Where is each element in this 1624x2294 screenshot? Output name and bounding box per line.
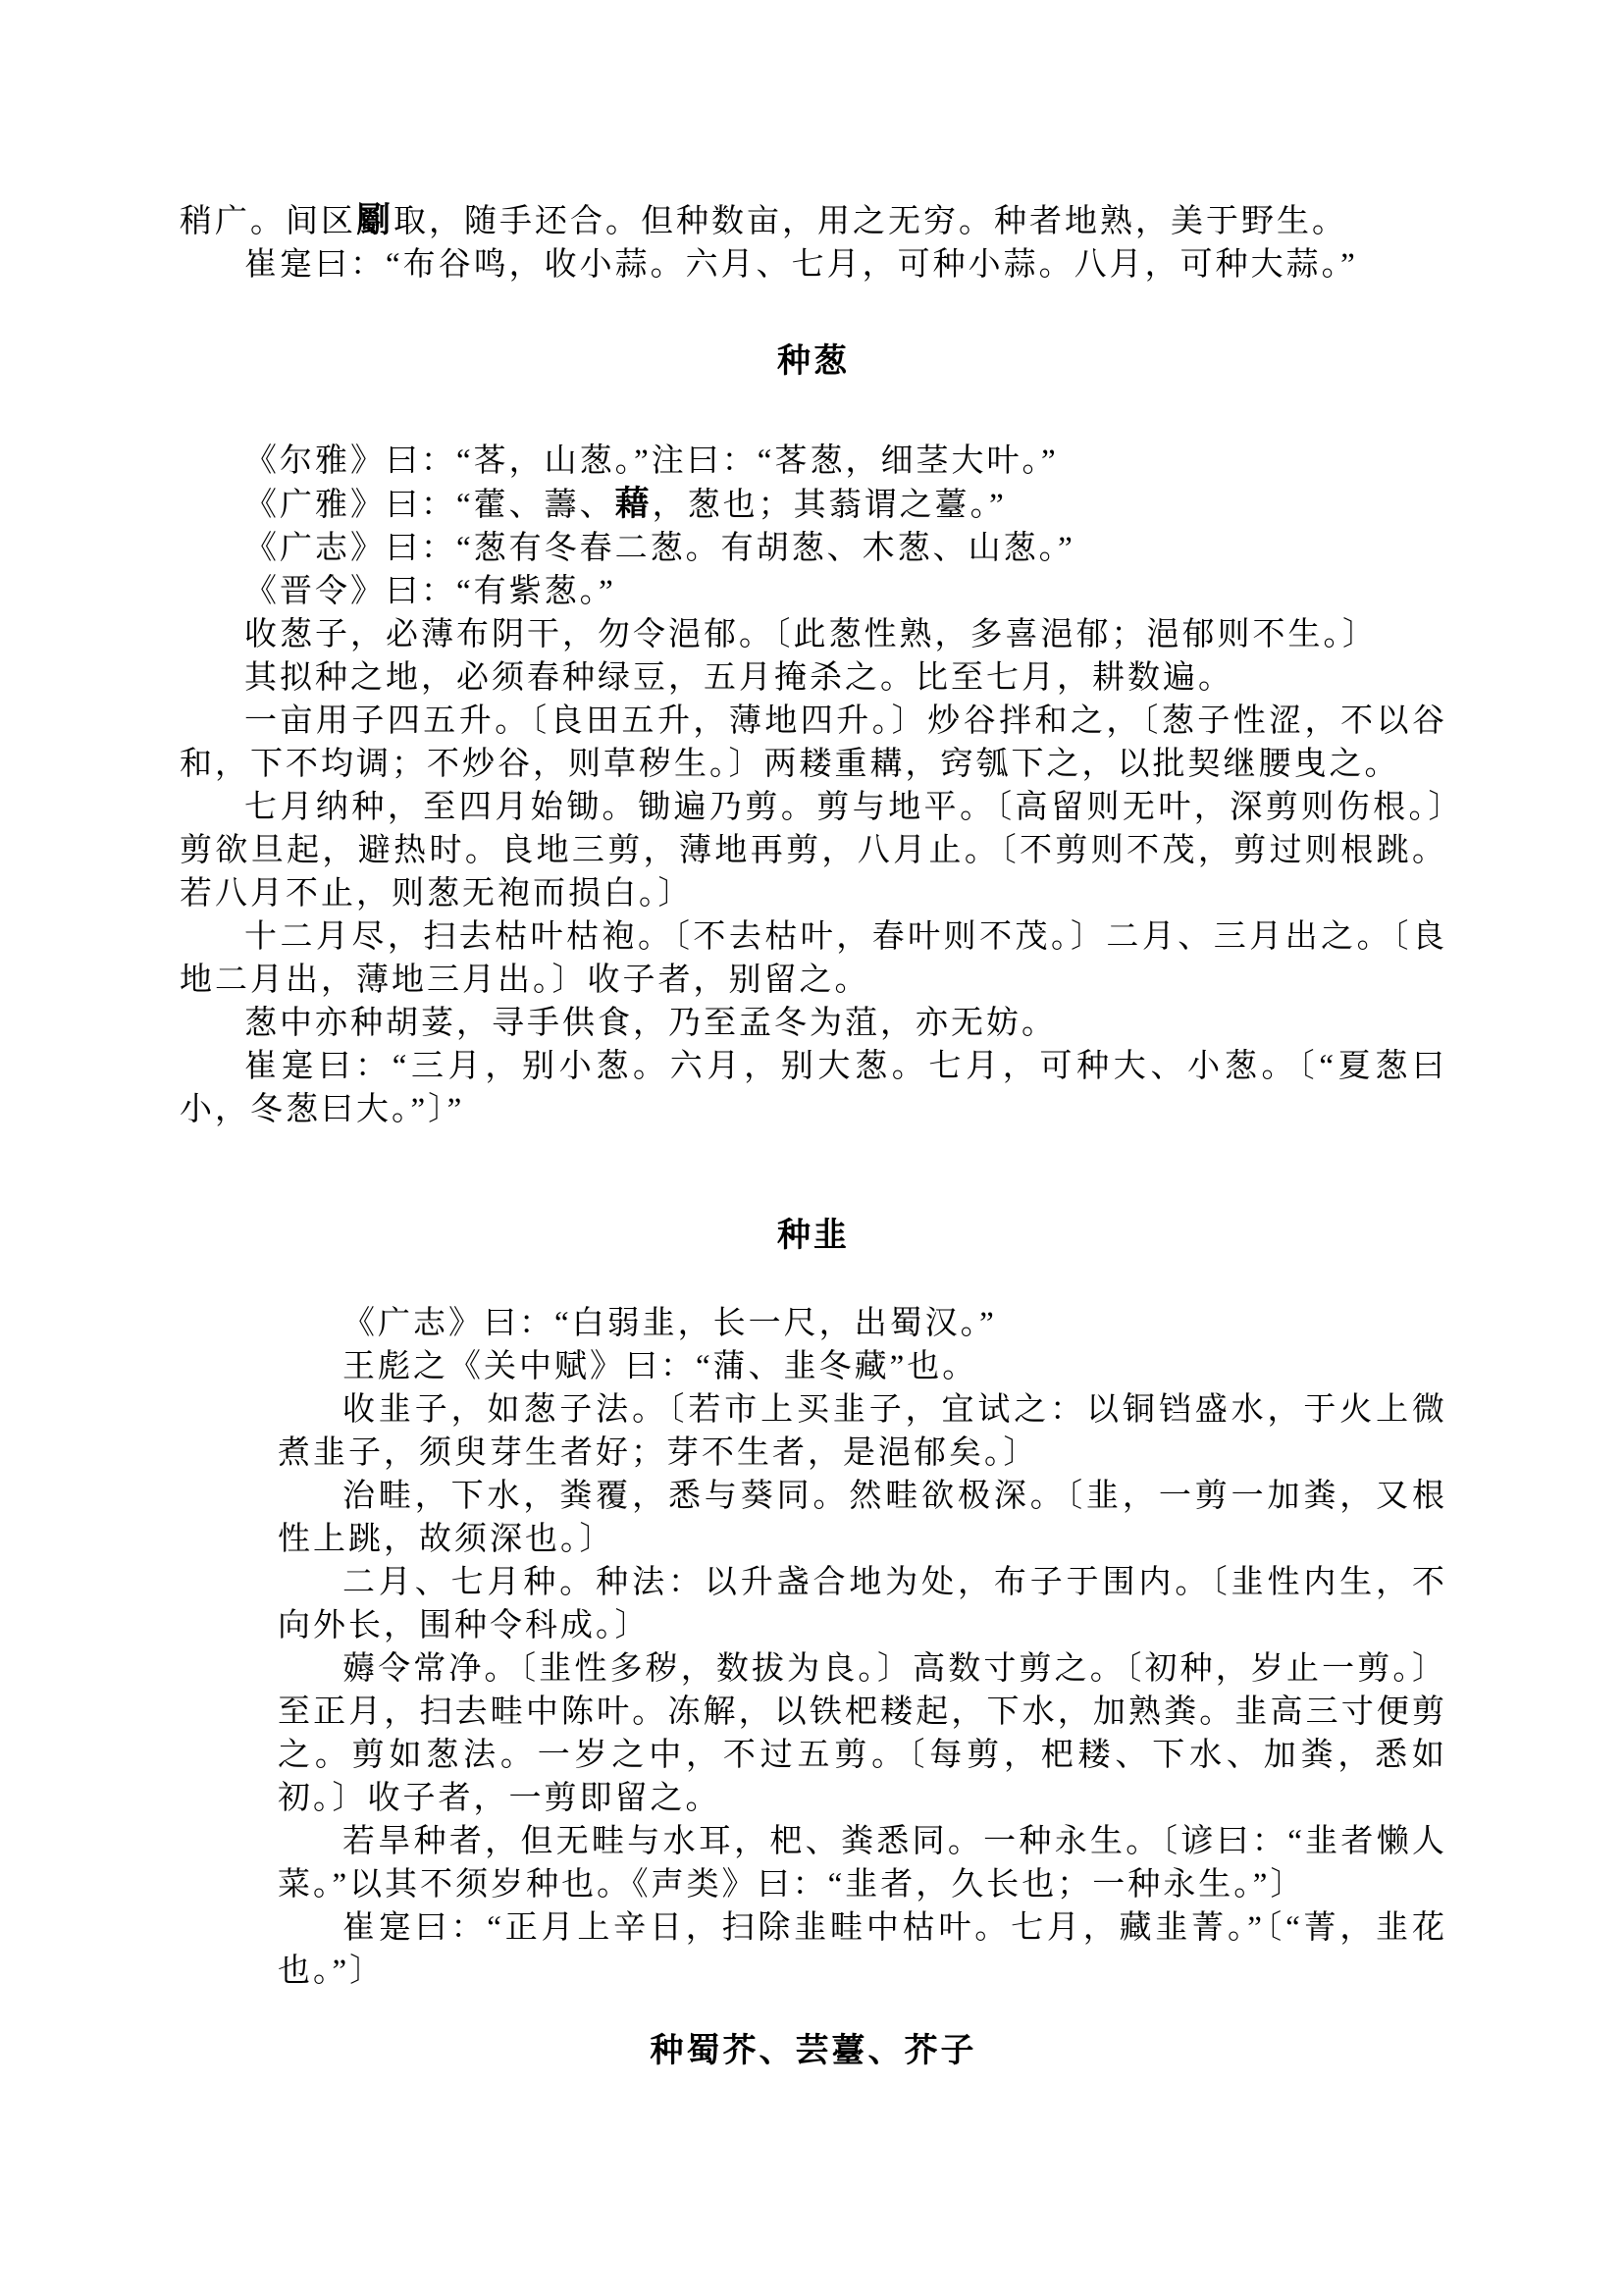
embedded-bold-glyph: 劚	[356, 201, 393, 239]
text-run: 《晋令》曰：“有紫葱。”	[244, 574, 616, 609]
text-run: 葱中亦种胡荽，寻手供食，乃至孟冬为菹，亦无妨。	[244, 1006, 1057, 1041]
section-heading: 种葱	[777, 343, 850, 380]
embedded-bold-glyph: 藉	[614, 485, 653, 523]
paragraph	[278, 1475, 1447, 1561]
text-run: 崔寔曰：“正月上辛日，扫除韭畦中枯叶。七月，藏韭菁。”〔“菁，韭花也。”〕	[278, 1910, 1447, 1989]
section-zhong-jiu	[180, 1215, 1447, 1993]
text-run: 治畦，下水，粪覆，悉与葵同。然畦欲极深。〔韭，一剪一加粪，又根性上跳，故须深也。〕	[278, 1479, 1447, 1557]
paragraph	[180, 199, 1447, 243]
section-heading: 种蜀芥、芸薹、芥子	[650, 2033, 977, 2069]
paragraph	[180, 483, 1447, 527]
document-body	[180, 199, 1447, 2073]
text-run: 薅令常净。〔韭性多秽，数拔为良。〕高数寸剪之。〔初种，岁止一剪。〕至正月，扫去畦中陈叶。冻解，以铁杷耧起，下水，加熟粪。韭高三寸便剪之。剪如葱法。一岁之中，不过五剪。〔每剪，杷耧、下水、加粪，悉如初。〕收子者，一剪即留之。	[278, 1651, 1447, 1816]
paragraph	[180, 1002, 1447, 1045]
text-run: ，葱也；其蓊谓之薹。”	[652, 488, 1007, 523]
paragraph	[180, 570, 1447, 613]
text-run: 十二月尽，扫去枯叶枯袍。〔不去枯叶，春叶则不茂。〕二月、三月出之。〔良地二月出，薄地三月出。〕收子者，别留之。	[180, 919, 1447, 998]
text-run: 《广志》曰：“白弱韭，长一尺，出蜀汉。”	[342, 1306, 997, 1341]
section-carryover-garlic	[180, 199, 1447, 287]
section-zhong-cong	[180, 340, 1447, 1131]
text-run: 《广志》曰：“葱有冬春二葱。有胡葱、木葱、山葱。”	[244, 531, 1075, 566]
paragraph	[180, 613, 1447, 656]
section-zhong-shujie	[180, 2030, 1447, 2073]
text-run: 稍广。间区	[180, 204, 356, 239]
paragraph	[180, 656, 1447, 700]
paragraph	[278, 1302, 1447, 1345]
section-heading: 种韭	[777, 1218, 850, 1254]
paragraph	[180, 786, 1447, 915]
paragraph	[180, 700, 1447, 786]
paragraph	[278, 1820, 1447, 1906]
text-run: 若旱种者，但无畦与水耳，杷、粪悉同。一种永生。〔谚曰：“韭者懒人菜。”以其不须岁种也。《声类》曰：“韭者，久长也；一种永生。”〕	[278, 1824, 1447, 1903]
text-run: 崔寔曰：“布谷鸣，收小蒜。六月、七月，可种小蒜。八月，可种大蒜。”	[244, 247, 1358, 283]
paragraph	[180, 243, 1447, 287]
text-run: 七月纳种，至四月始锄。锄遍乃剪。剪与地平。〔高留则无叶，深剪则伤根。〕剪欲旦起，避热时。良地三剪，薄地再剪，八月止。〔不剪则不茂，剪过则根跳。若八月不止，则葱无袍而损白。〕	[180, 790, 1447, 912]
text-run: 崔寔曰：“三月，别小葱。六月，别大葱。七月，可种大、小葱。〔“夏葱曰小，冬葱曰大。”〕”	[180, 1049, 1447, 1127]
paragraph	[278, 1345, 1447, 1388]
text-run: 王彪之《关中赋》曰：“蒲、韭冬藏”也。	[342, 1349, 978, 1384]
paragraph	[278, 1906, 1447, 1993]
text-run: 其拟种之地，必须春种绿豆，五月掩杀之。比至七月，耕数遍。	[244, 660, 1233, 696]
paragraph	[180, 915, 1447, 1002]
paragraph	[278, 1647, 1447, 1820]
text-run: 取，随手还合。但种数亩，用之无穷。种者地熟，美于野生。	[393, 204, 1347, 239]
paragraph	[180, 1045, 1447, 1131]
text-run: 《尔雅》曰：“茖，山葱。”注曰：“茖葱，细茎大叶。”	[244, 443, 1059, 479]
text-run: 收韭子，如葱子法。〔若市上买韭子，宜试之：以铜铛盛水，于火上微煮韭子，须臾芽生者好；芽不生者，是浥郁矣。〕	[278, 1392, 1447, 1471]
paragraph	[278, 1561, 1447, 1647]
text-run: 收葱子，必薄布阴干，勿令浥郁。〔此葱性熟，多喜浥郁；浥郁则不生。〕	[244, 617, 1378, 652]
text-run: 《广雅》曰：“藿、薵、	[244, 488, 615, 523]
paragraph	[278, 1388, 1447, 1475]
paragraph	[180, 527, 1447, 570]
text-run: 二月、七月种。种法：以升盏合地为处，布子于围内。〔韭性内生，不向外长，围种令科成。〕	[278, 1565, 1447, 1643]
paragraph	[180, 440, 1447, 483]
text-run: 一亩用子四五升。〔良田五升，薄地四升。〕炒谷拌和之，〔葱子性涩，不以谷和，下不均调；不炒谷，则草秽生。〕两耧重耩，窍瓠下之，以批契继腰曳之。	[180, 704, 1447, 782]
